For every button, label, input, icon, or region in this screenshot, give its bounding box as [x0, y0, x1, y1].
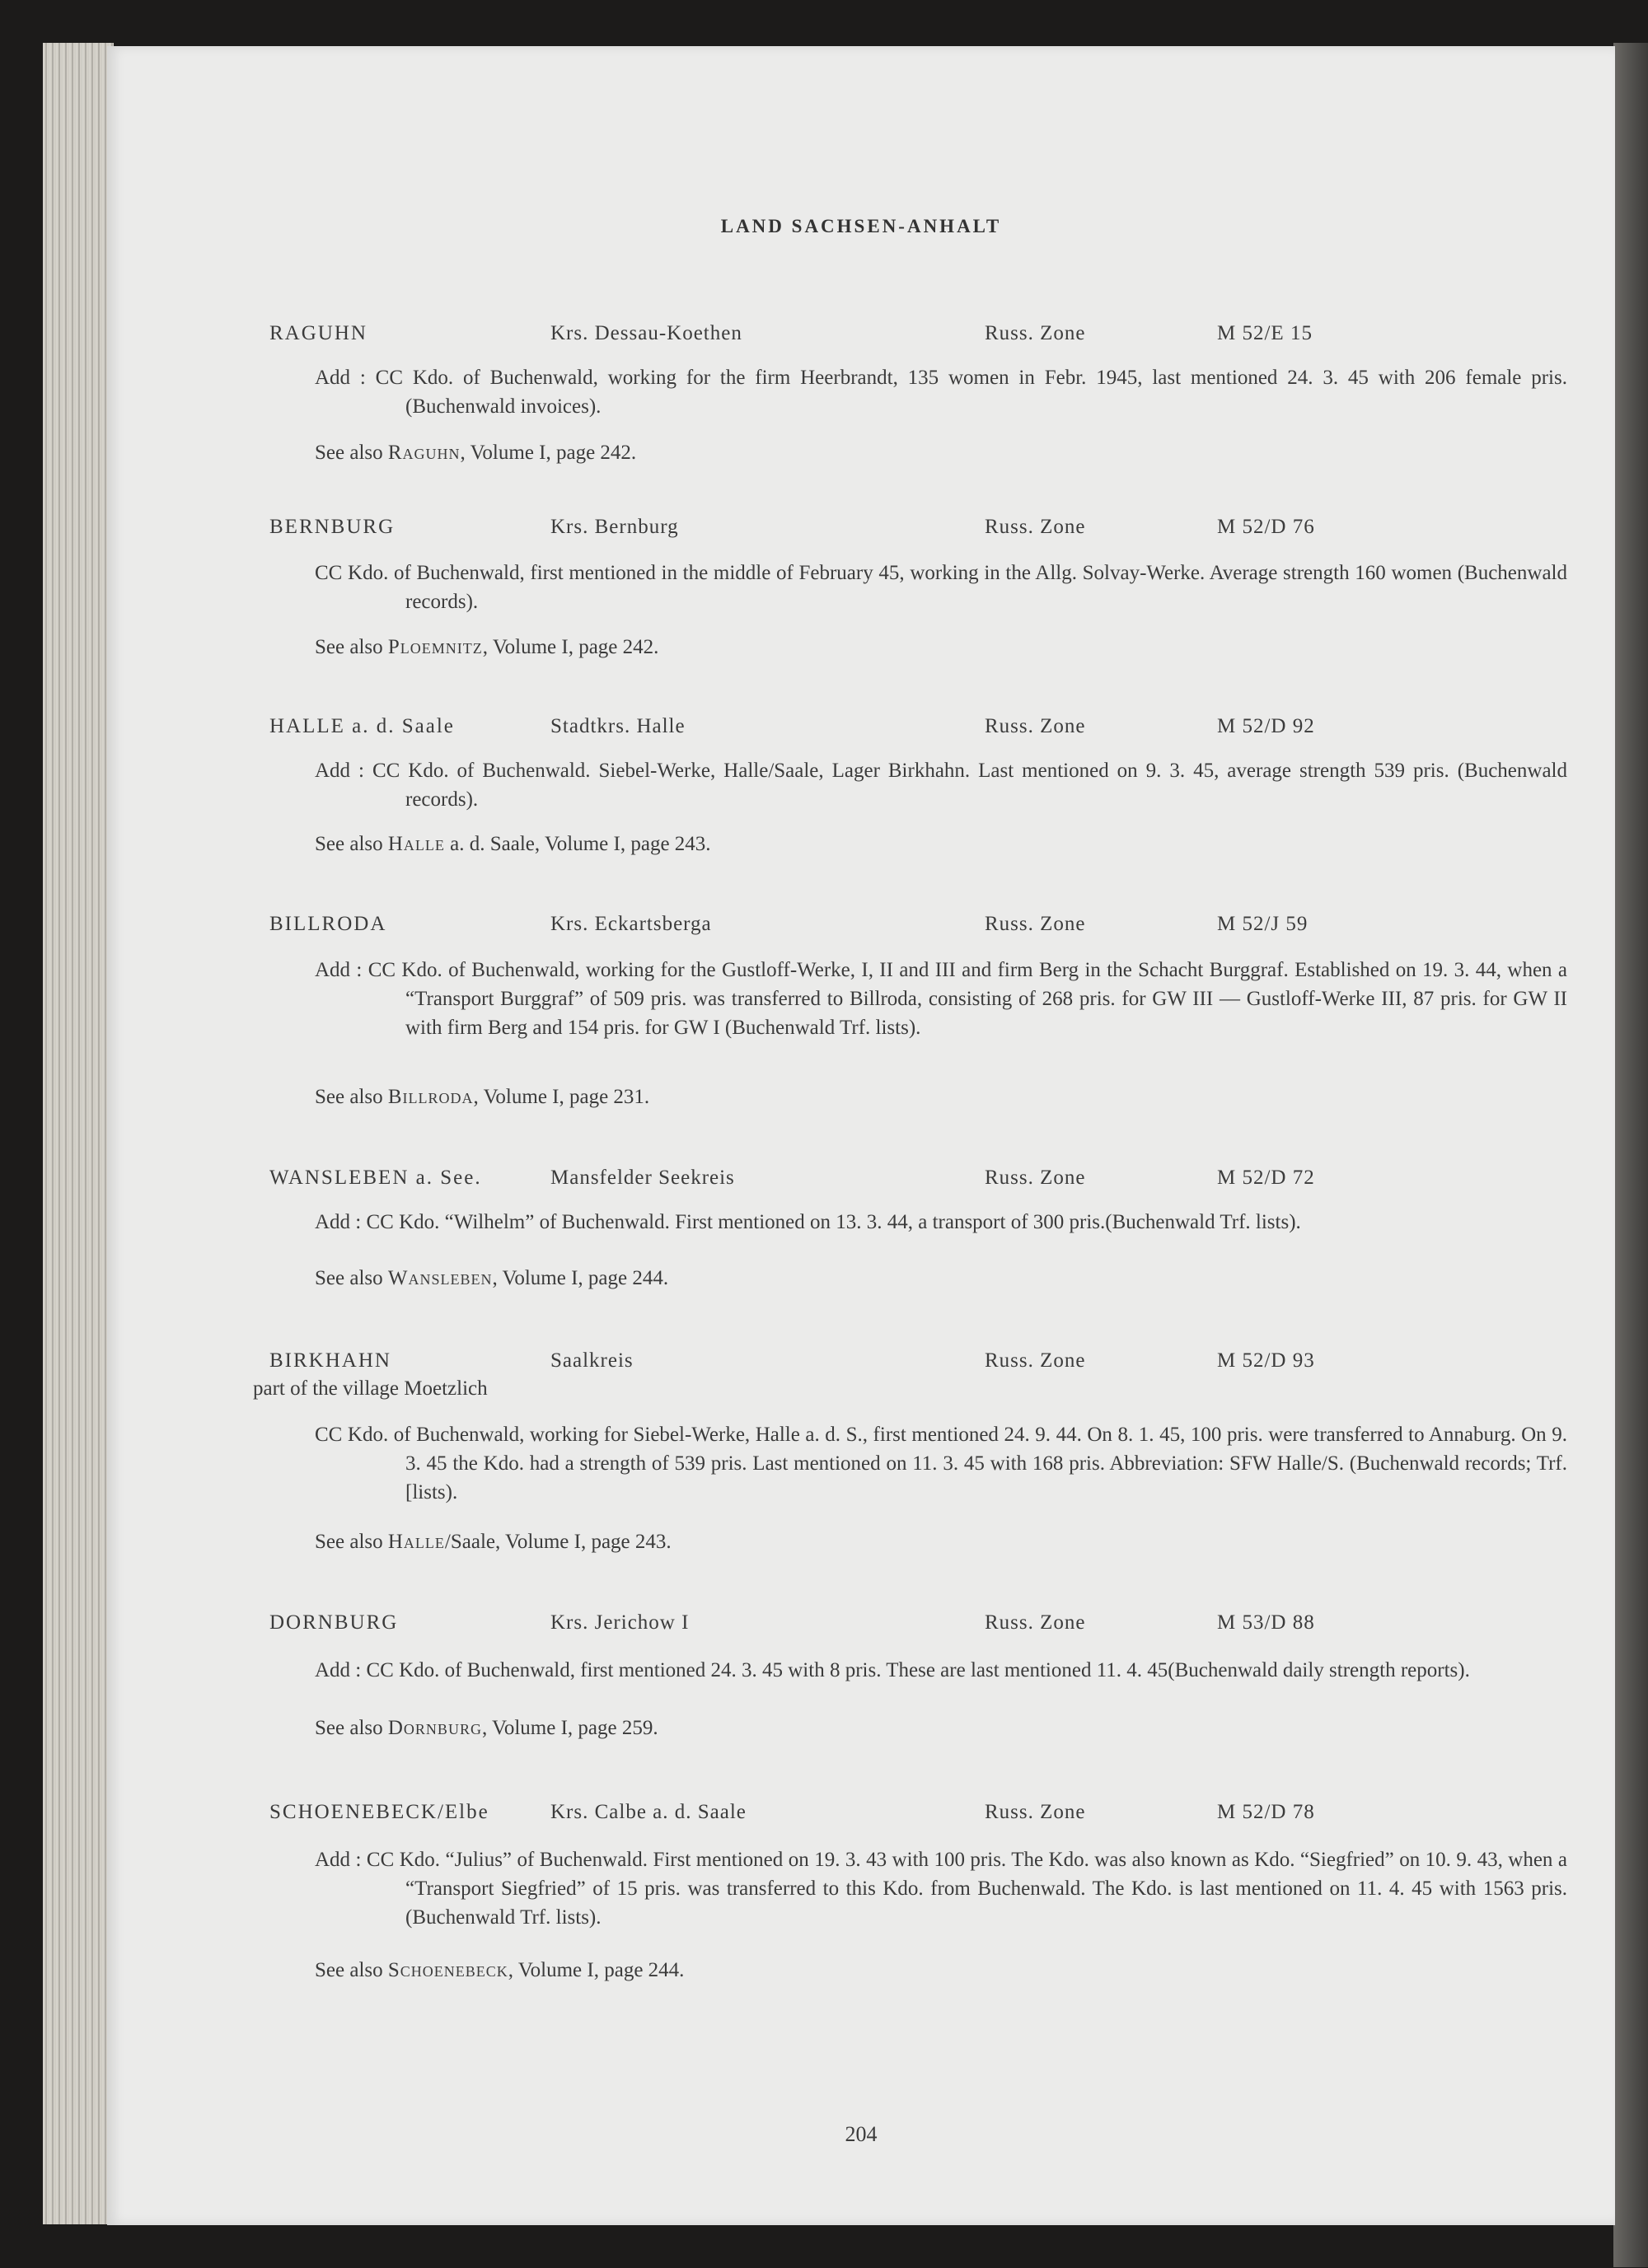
page-number: 204	[845, 2122, 878, 2146]
entry-dornburg	[107, 1611, 1615, 1739]
see-also-prefix: See also	[315, 833, 383, 855]
see-also-prefix: See also	[315, 442, 383, 464]
entry-header	[107, 322, 1615, 355]
place-name: BILLRODA	[269, 913, 387, 935]
entry-text-body: CC Kdo. of Buchenwald, first mentioned in the middle of February 45, working in the Allg. Solvay-Werke. Average strength 160 women (Buchenwald records).	[315, 562, 1567, 613]
place-name: SCHOENEBECK/Elbe	[269, 1801, 489, 1823]
map-reference: M 52/D 76	[1217, 516, 1315, 538]
place-name: BERNBURG	[269, 516, 396, 538]
see-also-prefix: See also	[315, 1717, 383, 1739]
see-also-rest: , Volume I, page 244.	[492, 1267, 669, 1289]
zone: Russ. Zone	[985, 322, 1086, 344]
entry-wansleben	[107, 1167, 1615, 1289]
see-also-name: Billroda	[387, 1086, 474, 1108]
entry-text-trailing: (Buchenwald daily strength reports).	[1168, 1659, 1470, 1681]
see-also	[315, 1267, 668, 1290]
place-name: HALLE a. d. Saale	[269, 715, 455, 737]
district: Krs. Bernburg	[550, 516, 679, 538]
see-also-rest: , Volume I, page 242.	[460, 442, 637, 464]
see-also-prefix: See also	[315, 1959, 383, 1981]
see-also-name: Dornburg	[387, 1717, 482, 1739]
see-also-rest: , Volume I, page 259.	[481, 1717, 658, 1739]
entry-text	[315, 363, 1567, 421]
see-also-name: Wansleben	[387, 1267, 493, 1289]
district: Mansfelder Seekreis	[550, 1167, 735, 1189]
district: Krs. Eckartsberga	[550, 913, 712, 935]
see-also-prefix: See also	[315, 1531, 383, 1553]
map-reference: M 52/D 93	[1217, 1349, 1315, 1372]
see-also-rest: , Volume I, page 231.	[473, 1086, 650, 1108]
entry-text-trailing: (Buchenwald Trf. lists).	[405, 1906, 602, 1929]
see-also	[315, 442, 636, 465]
entry-text	[315, 559, 1567, 616]
entry-schoenebeck	[107, 1801, 1615, 1981]
entry-header	[107, 1167, 1615, 1199]
entry-header	[107, 715, 1615, 748]
see-also-rest: a. d. Saale, Volume I, page 243.	[444, 833, 711, 855]
entry-text	[315, 1845, 1567, 1932]
document-page	[107, 46, 1615, 2225]
see-also	[315, 833, 711, 856]
entry-text	[315, 1656, 1567, 1685]
see-also-name: Ploemnitz	[387, 636, 483, 658]
entry-halle	[107, 715, 1615, 855]
entry-text	[315, 956, 1567, 1042]
see-also-prefix: See also	[315, 1267, 383, 1289]
place-name: DORNBURG	[269, 1611, 399, 1634]
see-also-name: Halle	[387, 833, 445, 855]
map-reference: M 52/D 92	[1217, 715, 1315, 737]
entry-text-body: CC Kdo. of Buchenwald, working for Siebel-Werke, Halle a. d. S., first mentioned 24. 9. 44. On 8. 1. 45, 100 pris. were transferred to Annaburg. On 9. 3. 45 the Kdo. had a strength of 539 pris. Last mentioned on 11. 3. 45 with 168 pris. Abbreviation: SFW Halle/S. (Buchenwald records; Trf.	[315, 1424, 1567, 1475]
see-also	[315, 1717, 658, 1740]
map-reference: M 52/D 78	[1217, 1801, 1315, 1823]
entry-text-body: Add : CC Kdo. of Buchenwald, first mentioned 24. 3. 45 with 8 pris. These are last mentioned 11. 4. 45	[315, 1659, 1168, 1681]
place-subtitle: part of the village Moetzlich	[253, 1377, 488, 1400]
see-also-name: Raguhn	[387, 442, 461, 464]
entry-header	[107, 913, 1615, 946]
district: Krs. Jerichow I	[550, 1611, 690, 1634]
entry-text-body: Add : CC Kdo. of Buchenwald. Siebel-Werke, Halle/Saale, Lager Birkhahn. Last mentioned on 9. 3. 45, average strength 539 pris. (Buchenwald records).	[315, 760, 1567, 811]
entry-text	[315, 1420, 1567, 1507]
entry-text-trailing: [lists).	[405, 1481, 458, 1503]
see-also-rest: , Volume I, page 244.	[508, 1959, 685, 1981]
map-reference: M 53/D 88	[1217, 1611, 1315, 1634]
entry-billroda	[107, 913, 1615, 1108]
entry-text-body: Add : CC Kdo. of Buchenwald, working for the firm Heerbrandt, 135 women in Febr. 1945, last mentioned 24. 3. 45 with 206 female pris. (Buchenwald invoices).	[315, 367, 1567, 418]
entry-text-body: Add : CC Kdo. “Julius” of Buchenwald. First mentioned on 19. 3. 43 with 100 pris. The Kdo. was also known as Kdo. “Siegfried” on 10. 9. 43, when a “Transport Siegfried” of 15 pris. was transferred to this Kdo. from Buchenwald. The Kdo. is last mentioned on 11. 4. 45 with 1563 pris.	[315, 1849, 1567, 1900]
district: Stadtkrs. Halle	[550, 715, 686, 737]
entry-raguhn	[107, 322, 1615, 464]
see-also	[315, 636, 658, 659]
book-page-edges	[43, 43, 114, 2224]
see-also-rest: , Volume I, page 242.	[482, 636, 659, 658]
district: Krs. Calbe a. d. Saale	[550, 1801, 747, 1823]
page-heading: LAND SACHSEN-ANHALT	[720, 216, 1002, 236]
entry-text-body: Add : CC Kdo. “Wilhelm” of Buchenwald. First mentioned on 13. 3. 44, a transport of 300 pris.	[315, 1211, 1106, 1233]
map-reference: M 52/D 72	[1217, 1167, 1315, 1189]
zone: Russ. Zone	[985, 715, 1086, 737]
book-right-edge	[1613, 43, 1648, 2267]
place-name: WANSLEBEN a. See.	[269, 1167, 482, 1189]
map-reference: M 52/E 15	[1217, 322, 1313, 344]
entry-text	[315, 1208, 1567, 1237]
see-also-prefix: See also	[315, 1086, 383, 1108]
place-name: RAGUHN	[269, 322, 368, 344]
zone: Russ. Zone	[985, 1611, 1086, 1634]
zone: Russ. Zone	[985, 1801, 1086, 1823]
see-also-name: Halle	[387, 1531, 445, 1553]
zone: Russ. Zone	[985, 1167, 1086, 1189]
zone: Russ. Zone	[985, 1349, 1086, 1372]
place-name: BIRKHAHN	[269, 1349, 391, 1372]
entry-header	[107, 1611, 1615, 1644]
entry-header	[107, 516, 1615, 549]
entry-birkhahn	[107, 1349, 1615, 1553]
entry-text	[315, 756, 1567, 814]
entry-text-body: Add : CC Kdo. of Buchenwald, working for the Gustloff-Werke, I, II and III and firm Berg in the Schacht Burggraf. Established on 19. 3. 44, when a “Transport Burggraf” of 509 pris. was transferred to Billroda, consisting of 268 pris. for GW III — Gustloff-Werke III, 87 pris. for GW II with firm Berg and 154 pris. for GW I (Buchenwald Trf. lists).	[315, 959, 1567, 1039]
see-also	[315, 1086, 649, 1109]
zone: Russ. Zone	[985, 913, 1086, 935]
see-also-name: Schoenebeck	[387, 1959, 508, 1981]
district: Krs. Dessau-Koethen	[550, 322, 742, 344]
see-also	[315, 1531, 672, 1554]
entry-text-trailing: (Buchenwald Trf. lists).	[1105, 1211, 1301, 1233]
see-also-rest: /Saale, Volume I, page 243.	[444, 1531, 672, 1553]
zone: Russ. Zone	[985, 516, 1086, 538]
map-reference: M 52/J 59	[1217, 913, 1309, 935]
entry-header	[107, 1801, 1615, 1834]
district: Saalkreis	[550, 1349, 634, 1372]
entry-bernburg	[107, 516, 1615, 658]
see-also	[315, 1959, 684, 1982]
see-also-prefix: See also	[315, 636, 383, 658]
